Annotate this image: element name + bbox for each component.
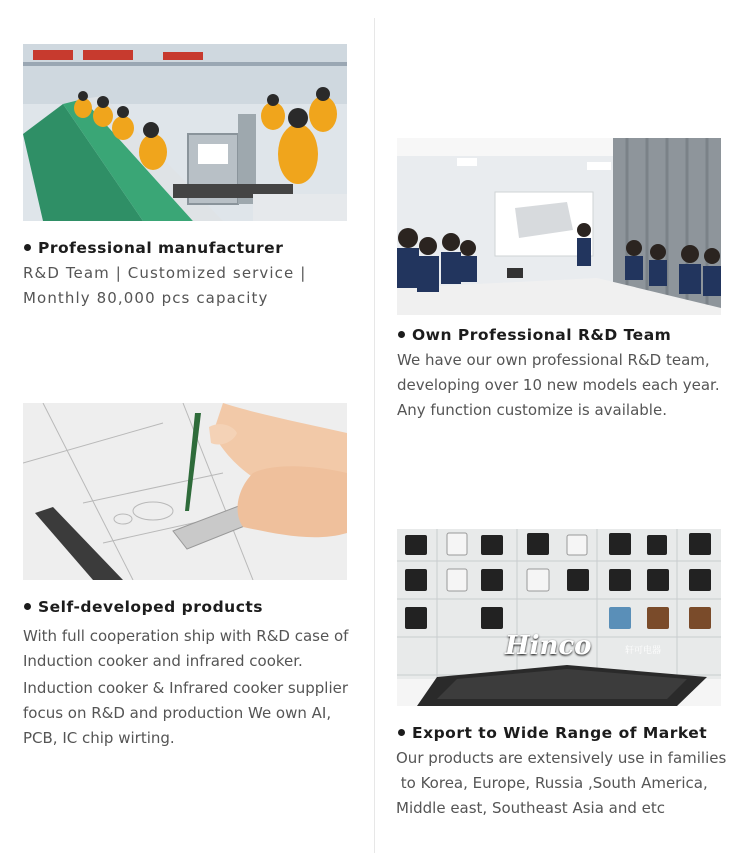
description-line: Our products are extensively use in families [396,749,727,767]
showroom-brand-cn: 轩可电器 [625,646,662,656]
description-line: Middle east, Southeast Asia and etc [396,799,665,817]
rd-team-description [397,348,720,423]
description-line: Induction cooker and infrared cooker. [23,652,303,670]
self-developed-title-text: Self-developed products [38,598,264,616]
manufacturer-title-text: Professional manufacturer [38,239,284,257]
rd-team-title-text: Own Professional R&D Team [412,326,672,344]
section-title [24,239,283,257]
drafting-drawing-image [23,403,347,580]
bullet-dot [398,331,405,338]
section-title [398,724,707,742]
rd-team-meeting-image [397,138,721,315]
section-title [398,326,671,344]
description-line: focus on R&D and production We own AI, [23,704,332,722]
center-divider [374,18,375,853]
self-developed-description [23,624,348,751]
description-line: Induction cooker & Infrared cooker supplier [23,679,349,697]
description-line: Any function customize is available. [397,401,667,419]
description-line: developing over 10 new models each year. [397,376,720,394]
description-line: PCB, IC chip wirting. [23,729,175,747]
bullet-dot [24,244,31,251]
showroom-brand-logo: Hinco [505,631,592,661]
bullet-dot [398,729,405,736]
factory-production-line-image [23,44,347,221]
description-line: R&D Team | Customized service | [23,264,307,282]
description-line: to Korea, Europe, Russia ,South America, [396,774,708,792]
description-line: We have our own professional R&D team, [397,351,710,369]
description-line: Monthly 80,000 pcs capacity [23,289,269,307]
manufacturer-description [23,261,306,311]
section-title [24,598,263,616]
export-title-text: Export to Wide Range of Market [412,724,708,742]
bullet-dot [24,603,31,610]
description-line: With full cooperation ship with R&D case of [23,627,349,645]
product-showroom-image [397,529,721,706]
export-description [396,746,726,821]
